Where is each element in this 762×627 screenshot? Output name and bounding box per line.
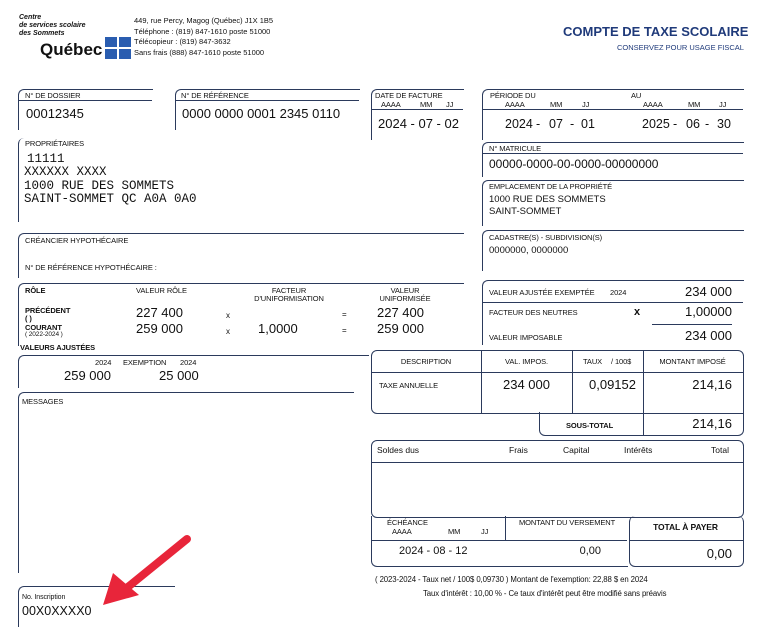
- roll-h-unif1: VALEUR: [390, 286, 420, 295]
- due-label: ÉCHÉANCE: [387, 518, 428, 527]
- invoice-date-label: DATE DE FACTURE: [375, 91, 443, 100]
- balances-total: Total: [711, 445, 729, 455]
- period-to-year: 2025: [642, 117, 670, 131]
- tax-h-rate-unit: / 100$: [611, 357, 632, 366]
- invoice-date-jj: JJ: [446, 100, 454, 109]
- org-contact: [134, 16, 273, 58]
- inscription-value: 00X0XXXX0: [22, 604, 92, 618]
- cadastre-value: 0000000, 0000000: [489, 245, 569, 256]
- subtotal-label: SOUS-TOTAL: [566, 421, 614, 430]
- roll-cur-fact: 1,0000: [258, 321, 298, 336]
- roll-prev-unif: 227 400: [377, 305, 424, 320]
- roll-prev-eq: =: [342, 310, 347, 319]
- dossier-value: 00012345: [26, 106, 84, 121]
- period-au: AU: [631, 91, 642, 100]
- period-dash1: -: [536, 117, 541, 131]
- balances-label: Soldes dus: [377, 445, 420, 455]
- org-address: 449, rue Percy, Magog (Québec) J1X 1B5: [134, 16, 274, 25]
- tax-h-amount: MONTANT IMPOSÉ: [659, 357, 726, 366]
- tax-h-rate: TAUX: [583, 357, 603, 366]
- due-aaaa: AAAA: [392, 527, 412, 536]
- org-phone: Téléphone : (819) 847-1610 poste 51000: [134, 26, 271, 36]
- neutral-x: x: [634, 306, 641, 318]
- owners-line1: XXXXXX XXXX: [24, 165, 107, 179]
- tax-amount: 214,16: [692, 377, 732, 392]
- owners-label: PROPRIÉTAIRES: [25, 139, 84, 148]
- subtotal-value: 214,16: [692, 416, 732, 431]
- due-value: 2024 - 08 - 12: [399, 545, 468, 557]
- org-name-line3: des Sommets: [19, 30, 65, 37]
- total-label: TOTAL À PAYER: [653, 522, 718, 532]
- period-dash2: -: [570, 117, 575, 131]
- neutral-label: FACTEUR DES NEUTRES: [489, 308, 578, 317]
- adjusted-year2: 2024: [180, 358, 197, 367]
- tax-h-desc: DESCRIPTION: [400, 357, 452, 366]
- balances-capital: Capital: [563, 445, 590, 455]
- org-name-line2: de services scolaire: [19, 22, 86, 29]
- dossier-label: N° DE DOSSIER: [25, 91, 81, 100]
- roll-h-val: VALEUR RÔLE: [136, 286, 187, 295]
- adjusted-value: 259 000: [64, 368, 111, 383]
- taxable-value: 234 000: [685, 328, 732, 343]
- reference-label: N° DE RÉFÉRENCE: [181, 91, 249, 100]
- invoice-date-aaaa: AAAA: [381, 100, 401, 109]
- pay-value: 0,00: [579, 545, 601, 557]
- footer-line2: Taux d'intérêt : 10,00 % - Ce taux d'intérêt peut être modifié sans préavis: [423, 589, 667, 598]
- tax-desc: TAXE ANNUELLE: [379, 381, 439, 390]
- inscription-label: No. Inscription: [22, 594, 66, 601]
- period-to-mm: MM: [688, 100, 701, 109]
- tax-rate: 0,09152: [589, 377, 636, 392]
- roll-cur-label: COURANT: [25, 323, 62, 332]
- roll-cur-unif: 259 000: [377, 321, 424, 336]
- due-jj: JJ: [481, 527, 489, 536]
- period-from-month: 07: [549, 117, 563, 131]
- period-from-jj: JJ: [582, 100, 590, 109]
- due-mm: MM: [448, 527, 461, 536]
- cadastre-label: CADASTRE(S) - SUBDIVISION(S): [489, 233, 603, 242]
- period-from-year: 2024: [505, 117, 533, 131]
- page-title: COMPTE DE TAXE SCOLAIRE: [563, 24, 749, 39]
- roll-h-unif2: UNIFORMISÉE: [379, 294, 431, 303]
- period-dash3: -: [673, 117, 678, 131]
- roll-h-role: RÔLE: [25, 286, 46, 295]
- roll-prev-val: 227 400: [136, 305, 183, 320]
- roll-cur-eq: =: [342, 326, 347, 335]
- total-value: 0,00: [706, 546, 732, 561]
- roll-prev-paren: ( ): [25, 314, 32, 323]
- exempt-label: VALEUR AJUSTÉE EXEMPTÉE: [489, 288, 595, 297]
- pay-label: MONTANT DU VERSEMENT: [519, 518, 616, 527]
- exempt-value: 234 000: [685, 284, 732, 299]
- period-label: PÉRIODE DU: [490, 91, 536, 100]
- adjusted-label: VALEURS AJUSTÉES: [20, 343, 96, 352]
- messages-label: MESSAGES: [22, 397, 64, 406]
- balances-box: [371, 440, 744, 518]
- exempt-year: 2024: [610, 288, 627, 297]
- adjusted-year1: 2024: [95, 358, 112, 367]
- owners-line2: 1000 RUE DES SOMMETS: [24, 179, 175, 193]
- period-to-month: 06: [686, 117, 700, 131]
- balances-interets: Intérêts: [624, 445, 653, 455]
- taxable-label: VALEUR IMPOSABLE: [489, 333, 563, 342]
- roll-cur-x: x: [226, 327, 230, 336]
- creditor-ref-label: N° DE RÉFÉRENCE HYPOTHÉCAIRE :: [25, 263, 157, 272]
- roll-prev-label: PRÉCÉDENT: [25, 306, 71, 315]
- invoice-date-mm: MM: [420, 100, 433, 109]
- org-fax: Télécopieur : (819) 847-3632: [134, 37, 231, 46]
- owners-line3: SAINT-SOMMET QC A0A 0A0: [24, 192, 197, 206]
- period-from-aaaa: AAAA: [505, 100, 525, 109]
- roll-cur-paren: ( 2022-2024 ): [25, 331, 63, 338]
- period-to-aaaa: AAAA: [643, 100, 663, 109]
- owners-id: 11111: [27, 152, 65, 166]
- period-from-mm: MM: [550, 100, 563, 109]
- org-name-line1: Centre: [19, 14, 42, 21]
- location-line1: 1000 RUE DES SOMMETS: [489, 194, 606, 205]
- org-tollfree: Sans frais (888) 847-1610 poste 51000: [134, 47, 265, 57]
- roll-prev-x: x: [226, 311, 230, 320]
- period-to-jj: JJ: [719, 100, 727, 109]
- fleur-de-lis-flag-icon: [105, 37, 131, 59]
- tax-val: 234 000: [503, 377, 550, 392]
- location-label: EMPLACEMENT DE LA PROPRIÉTÉ: [489, 182, 613, 191]
- roll-h-fact2: D'UNIFORMISATION: [254, 294, 324, 303]
- page-subtitle: CONSERVEZ POUR USAGE FISCAL: [617, 43, 744, 52]
- period-to-day: 30: [717, 117, 731, 131]
- reference-value: 0000 0000 0001 2345 0110: [182, 106, 341, 121]
- footer-line1: ( 2023-2024 - Taux net / 100$ 0,09730 ) Montant de l'exemption: 22,88 $ en 2024: [375, 575, 648, 584]
- neutral-value: 1,00000: [685, 304, 732, 319]
- period-from-day: 01: [581, 117, 595, 131]
- location-line2: SAINT-SOMMET: [489, 206, 562, 217]
- balances-frais: Frais: [509, 445, 528, 455]
- roll-cur-val: 259 000: [136, 321, 183, 336]
- tax-h-val: VAL. IMPOS.: [505, 357, 548, 366]
- matricule-value: 00000-0000-00-0000-00000000: [489, 157, 659, 171]
- matricule-label: N° MATRICULE: [489, 144, 542, 153]
- adjusted-exemp-label: EXEMPTION: [123, 358, 167, 367]
- adjusted-exemption: 25 000: [159, 368, 199, 383]
- org-name: [19, 14, 86, 38]
- quebec-logo: Québec: [40, 40, 103, 59]
- creditor-label: CRÉANCIER HYPOTHÉCAIRE: [25, 236, 129, 245]
- roll-h-fact1: FACTEUR: [271, 286, 307, 295]
- period-dash4: -: [705, 117, 710, 131]
- pointer-arrow-icon: [95, 533, 195, 608]
- invoice-date-value: 2024 - 07 - 02: [378, 116, 459, 131]
